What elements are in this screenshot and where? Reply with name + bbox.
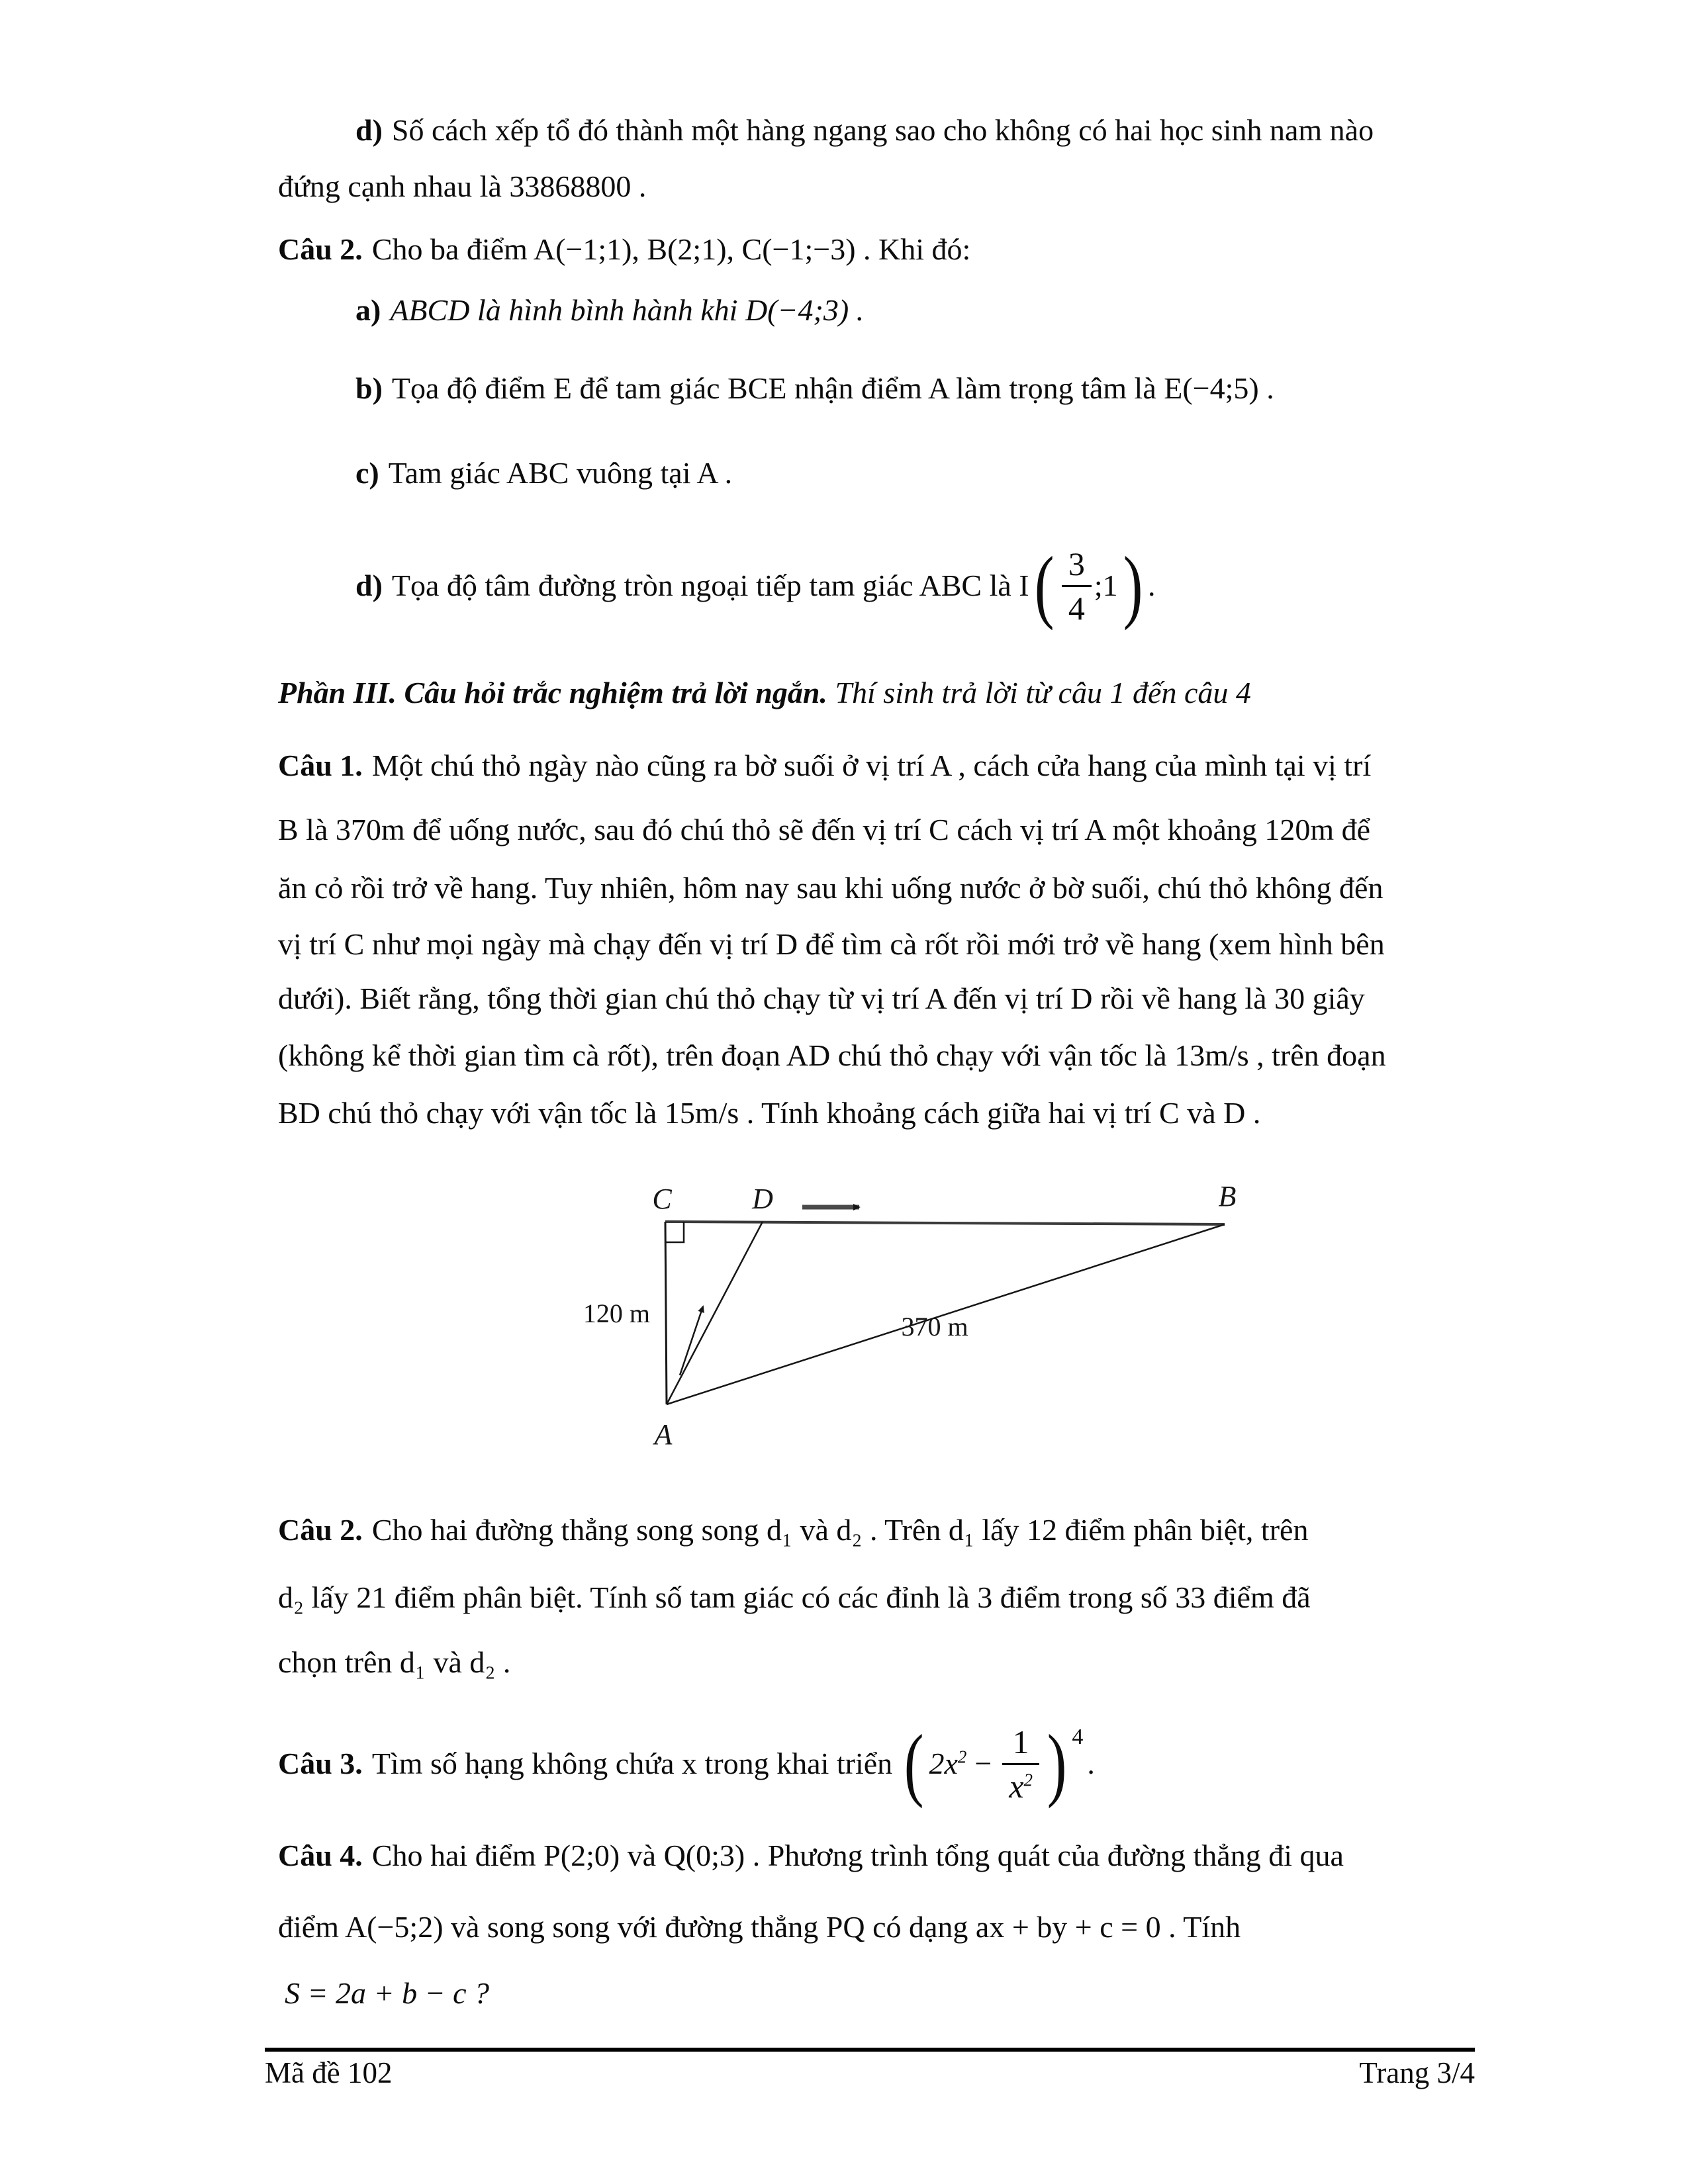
s1-line-2: B là 370m để uống nước, sau đó chú thỏ sẽ đến vị trí C cách vị trí A một khoảng 120m để [278, 813, 1371, 846]
item-a-text: ABCD là hình bình hành khi D(−4;3) . [390, 293, 865, 327]
page-footer [265, 2056, 1475, 2090]
fraction-3-4 [1062, 547, 1092, 625]
question2-item-a [355, 293, 864, 328]
carryover-line-1 [355, 113, 1374, 148]
s3-term-base [929, 1747, 966, 1782]
item-b-label: b) [355, 371, 383, 405]
figure-line-ca [665, 1222, 667, 1404]
question2-intro [278, 232, 970, 267]
s1-line-6: (không kể thời gian tìm cà rốt), trên đoạn AD chú thỏ chạy với vận tốc là 13m/s , trên đoạn [278, 1038, 1386, 1072]
point-label-b: B [1218, 1180, 1237, 1212]
s3-period: . [1087, 1746, 1095, 1780]
dimension-370m: 370 m [901, 1312, 968, 1342]
s1-line-1 [278, 749, 1371, 784]
fraction-denominator: 4 [1062, 585, 1092, 625]
s3-line [278, 1709, 1095, 1818]
s1-line-7: BD chú thỏ chạy với vận tốc là 15m/s . Tính khoảng cách giữa hai vị trí C và D . [278, 1096, 1261, 1130]
carryover-text-1: Số cách xếp tổ đó thành một hàng ngang sao cho không có hai học sinh nam nào [391, 113, 1374, 147]
item-a-label: a) [355, 293, 381, 327]
item-c-text: Tam giác ABC vuông tại A . [388, 456, 733, 490]
s1-line-5: dưới). Biết rằng, tổng thời gian chú thỏ chạy từ vị trí A đến vị trí D rồi về hang là 30 giây [278, 981, 1365, 1015]
exam-code: Mã đề 102 [265, 2056, 393, 2089]
figure-line-ad [667, 1222, 763, 1404]
item-c-label: c) [355, 456, 379, 490]
question2-item-c [355, 456, 732, 491]
page-number: Trang 3/4 [1359, 2056, 1475, 2089]
s2-line-1 [278, 1513, 1308, 1548]
point-label-d: D [752, 1183, 773, 1215]
item-b-text: Tọa độ điểm E để tam giác BCE nhận điểm A làm trọng tâm là E(−4;5) . [391, 371, 1274, 405]
s4-text-1: Cho hai điểm P(2;0) và Q(0;3) . Phương trình tổng quát của đường thẳng đi qua [371, 1839, 1344, 1872]
item-d-label: d) [355, 568, 383, 602]
s3-label: Câu 3. [278, 1746, 363, 1780]
question2-intro-text: Cho ba điểm A(−1;1), B(2;1), C(−1;−3) . Khi đó: [371, 232, 971, 266]
s3-text: Tìm số hạng không chứa x trong khai triển [371, 1746, 893, 1780]
minus-sign: − [974, 1746, 992, 1780]
footer-divider [265, 2048, 1475, 2052]
s2-text-1: Cho hai đường thẳng song song d₁ và d₂ . Trên d₁ lấy 12 điểm phân biệt, trên [371, 1513, 1309, 1547]
s4-line-3: S = 2a + b − c ? [285, 1976, 490, 2010]
point-label-a: A [654, 1418, 673, 1451]
dimension-120m: 120 m [583, 1298, 650, 1328]
fraction-denominator-exponent: 2 [1023, 1769, 1033, 1790]
point-label-c: C [652, 1183, 672, 1215]
s2-line-3: chọn trên d₁ và d₂ . [278, 1645, 511, 1679]
figure-line-cb [665, 1222, 1225, 1224]
fraction-denominator [1002, 1763, 1039, 1803]
outer-exponent: 4 [1072, 1725, 1084, 1749]
part3-heading [278, 676, 1251, 711]
close-paren: ) [1047, 1718, 1067, 1809]
s4-line-1 [278, 1839, 1344, 1874]
s1-line-3: ăn cỏ rồi trở về hang. Tuy nhiên, hôm nay sau khi uống nước ở bờ suối, chú thỏ không đến [278, 871, 1383, 905]
s4-label: Câu 4. [278, 1839, 363, 1872]
fraction-1-x2 [1002, 1725, 1039, 1803]
s2-line-2: d₂ lấy 21 điểm phân biệt. Tính số tam giác có các đỉnh là 3 điểm trong số 33 điểm đã [278, 1580, 1311, 1614]
question2-item-d [355, 531, 1155, 640]
s3-term-exponent: 2 [957, 1747, 967, 1767]
fraction-numerator: 3 [1068, 545, 1085, 582]
question2-item-b [355, 371, 1274, 406]
open-paren: ( [1034, 540, 1055, 631]
fraction-denominator-base: x [1009, 1767, 1024, 1805]
triangle-figure [543, 1179, 1297, 1464]
part3-heading-italic: Thí sinh trả lời từ câu 1 đến câu 4 [827, 676, 1251, 709]
s2-label: Câu 2. [278, 1513, 363, 1547]
item-d-after-frac: ;1 [1094, 568, 1118, 602]
close-paren: ) [1123, 540, 1143, 631]
question2-label: Câu 2. [278, 232, 363, 266]
item-d-period: . [1147, 568, 1156, 602]
part3-heading-bold: Phần III. Câu hỏi trắc nghiệm trả lời ngắn. [278, 676, 827, 709]
fraction-numerator: 1 [1012, 1723, 1029, 1760]
item-d-text: Tọa độ tâm đường tròn ngoại tiếp tam giác ABC là I [391, 568, 1029, 602]
s4-line-2: điểm A(−5;2) và song song với đường thẳng PQ có dạng ax + by + c = 0 . Tính [278, 1910, 1241, 1944]
item-label: d) [355, 113, 383, 147]
s1-line-4: vị trí C như mọi ngày mà chạy đến vị trí D để tìm cà rốt rồi mới trở về hang (xem hình bên [278, 927, 1385, 961]
open-paren: ( [904, 1718, 924, 1809]
right-angle-mark [665, 1222, 684, 1242]
carryover-line-2: đứng cạnh nhau là 33868800 . [278, 169, 647, 203]
s1-text-1: Một chú thỏ ngày nào cũng ra bờ suối ở vị trí A , cách cửa hang của mình tại vị trí [371, 749, 1372, 782]
s1-label: Câu 1. [278, 749, 363, 782]
s3-term-base-text: 2x [929, 1746, 958, 1780]
